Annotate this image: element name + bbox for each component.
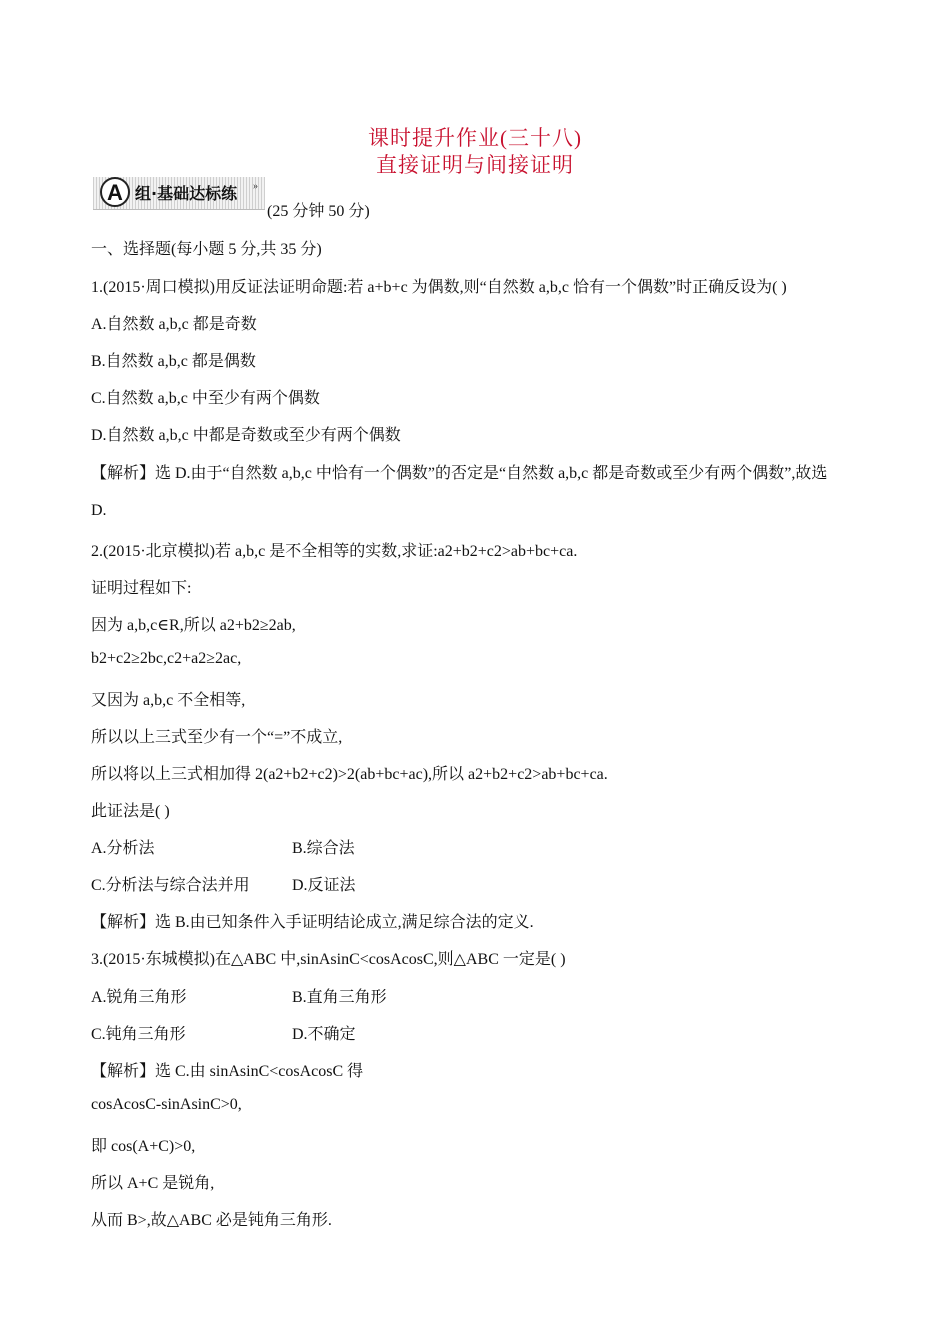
q1-option-c: C.自然数 a,b,c 中至少有两个偶数 <box>91 390 320 407</box>
q1-analysis: 【解析】选 D.由于“自然数 a,b,c 中恰有一个偶数”的否定是“自然数 a,b,c 都是奇数或至少有两个偶数”,故选 <box>91 465 828 482</box>
q3-analysis-line: 即 cos(A+C)>0, <box>91 1138 196 1155</box>
q2-option-c: C.分析法与综合法并用 <box>91 877 250 894</box>
q2-proof-line: 证明过程如下: <box>91 580 192 597</box>
q2-stem: 2.(2015·北京模拟)若 a,b,c 是不全相等的实数,求证:a2+b2+c2>ab+bc+ca. <box>91 543 578 560</box>
q2-option-a: A.分析法 <box>91 840 155 857</box>
q3-analysis-line: 所以 A+C 是锐角, <box>91 1175 215 1192</box>
page-subtitle: 直接证明与间接证明 <box>376 153 574 177</box>
time-score: (25 分钟 50 分) <box>267 203 370 220</box>
q1-option-d: D.自然数 a,b,c 中都是奇数或至少有两个偶数 <box>91 427 401 444</box>
q1-option-a: A.自然数 a,b,c 都是奇数 <box>91 316 257 333</box>
q3-analysis-line: 从而 B>,故△ABC 必是钝角三角形. <box>91 1212 332 1229</box>
section-heading: 一、选择题(每小题 5 分,共 35 分) <box>91 241 322 258</box>
q1-option-b: B.自然数 a,b,c 都是偶数 <box>91 353 256 370</box>
q3-stem: 3.(2015·东城模拟)在△ABC 中,sinAsinC<cosAcosC,则△ABC 一定是( ) <box>91 951 566 968</box>
q2-proof-line: b2+c2≥2bc,c2+a2≥2ac, <box>91 650 242 667</box>
group-letter: A <box>100 177 130 207</box>
q3-option-b: B.直角三角形 <box>292 989 387 1006</box>
q3-option-a: A.锐角三角形 <box>91 989 187 1006</box>
q1-analysis-end: D. <box>91 502 107 519</box>
q2-analysis: 【解析】选 B.由已知条件入手证明结论成立,满足综合法的定义. <box>91 914 534 931</box>
group-badge <box>93 177 265 210</box>
q1-stem: 1.(2015·周口模拟)用反证法证明命题:若 a+b+c 为偶数,则“自然数 a,b,c 恰有一个偶数”时正确反设为( ) <box>91 279 787 296</box>
q3-analysis-line: cosAcosC-sinAsinC>0, <box>91 1096 242 1113</box>
q2-option-b: B.综合法 <box>292 840 355 857</box>
q2-question: 此证法是( ) <box>91 803 170 820</box>
q2-option-d: D.反证法 <box>292 877 356 894</box>
q2-proof-line: 因为 a,b,c∈R,所以 a2+b2≥2ab, <box>91 617 296 634</box>
group-label: 组·基础达标练 <box>135 184 238 203</box>
page-title: 课时提升作业(三十八) <box>368 126 582 150</box>
q2-proof-line: 所以将以上三式相加得 2(a2+b2+c2)>2(ab+bc+ac),所以 a2+b2+c2>ab+bc+ca. <box>91 766 608 783</box>
q2-proof-line: 所以以上三式至少有一个“=”不成立, <box>91 729 343 746</box>
q2-proof-line: 又因为 a,b,c 不全相等, <box>91 692 246 709</box>
q3-analysis: 【解析】选 C.由 sinAsinC<cosAcosC 得 <box>91 1063 364 1080</box>
q3-option-d: D.不确定 <box>292 1026 356 1043</box>
chevron-right-icon: » <box>253 181 258 192</box>
q3-option-c: C.钝角三角形 <box>91 1026 186 1043</box>
